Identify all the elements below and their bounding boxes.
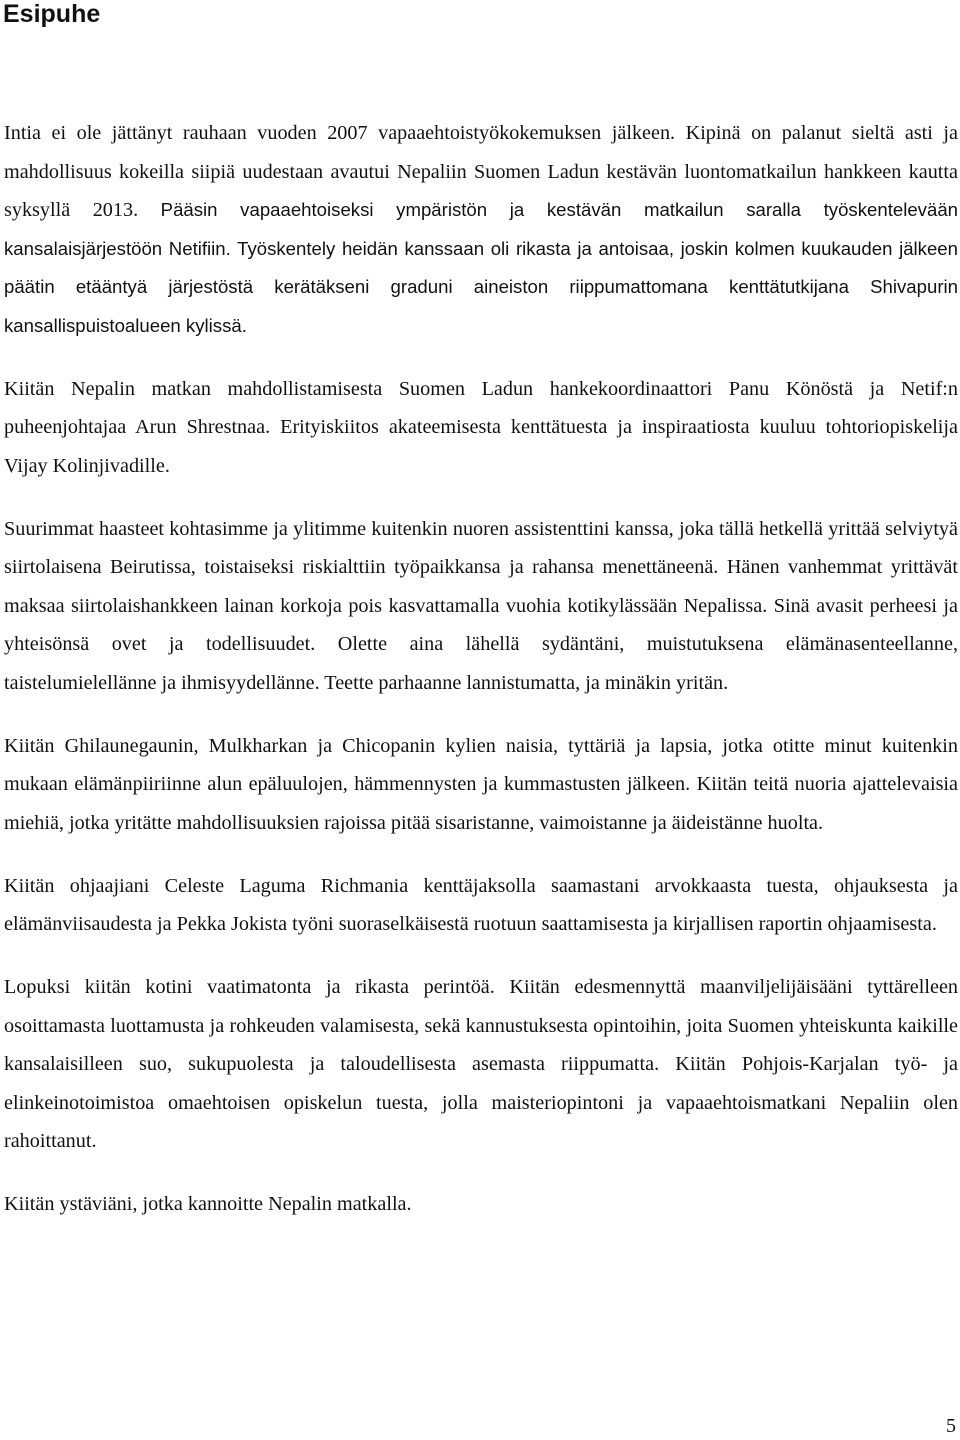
paragraph-text: Suurimmat haasteet kohtasimme ja ylitimme kuitenkin nuoren assistenttini kanssa, joka tällä hetkellä yrittää selviytyä siirtolaisena Beirutissa, toistaiseksi riskialttiin työpaikkansa ja rahansa menettäneenä. Hänen vanhemmat yrittävät maksaa siirtolaishankkeen lainan korkoja pois kasvattamalla vuohia kotikylässään Nepalissa. Sinä avasit perheesi ja yhteisönsä ovet ja todellisuudet. Olette aina lähellä sydäntäni, muistutuksena elämänasenteellanne, taistelumielellänne ja ihmisyydellänne. Teette parhaanne lannistumatta, ja minäkin yritän. bbox=[4, 517, 958, 694]
paragraph-text-sans: Pääsin vapaaehtoiseksi ympäristön ja kestävän matkailun saralla työskentelevään kansalaisjärjestöön Netifiin. Työskentely heidän kanssaan oli rikasta ja antoisaa, joskin kolmen kuukauden jälkeen päätin etääntyä järjestöstä kerätäkseni graduni aineiston riippumattomana kenttätutkijana Shivapurin kansallispuistoalueen kylissä. bbox=[4, 199, 958, 336]
paragraph-text: Kiitän ystäviäni, jotka kannoitte Nepalin matkalla. bbox=[4, 1193, 412, 1215]
paragraph bbox=[4, 370, 958, 486]
paragraph bbox=[4, 114, 958, 345]
preface-body bbox=[4, 114, 958, 1248]
paragraph-text: Kiitän Nepalin matkan mahdollistamisesta Suomen Ladun hankekoordinaattori Panu Könöstä ja Netif:n puheenjohtajaa Arun Shrestnaa. Erityiskiitos akateemisesta kenttätuesta ja inspiraatiosta kuuluu tohtoriopiskelija Vijay Kolinjivadille. bbox=[4, 377, 958, 477]
paragraph bbox=[4, 867, 958, 944]
paragraph-text: Lopuksi kiitän kotini vaatimatonta ja rikasta perintöä. Kiitän edesmennyttä maanviljelijäisääni tyttärelleen osoittamasta luottamusta ja rohkeuden valamisesta, sekä kannustuksesta opintoihin, joita Suomen yhteiskunta kaikille kansalaisilleen suo, sukupuolesta ja taloudellisesta asemasta riippumatta. Kiitän Pohjois-Karjalan työ- ja elinkeinotoimistoa omaehtoisen opiskelun tuesta, jolla maisteriopintoni ja vapaaehtoismatkani Nepaliin olen rahoittanut. bbox=[4, 976, 958, 1152]
paragraph-text: Intia ei ole jättänyt rauhaan vuoden 2007 vapaaehtoistyökokemuksen jälkeen. Kipinä on palanut sieltä asti ja mahdollisuus kokeilla siipiä uudestaan avautui Nepaliin Suomen Ladun kestävän luontomatkailun hankkeen kautta syksyllä 2013. bbox=[4, 122, 958, 221]
paragraph bbox=[4, 968, 958, 1161]
paragraph bbox=[4, 727, 958, 843]
paragraph-text: Kiitän ohjaajiani Celeste Laguma Richmania kenttäjaksolla saamastani arvokkaasta tuesta, ohjauksesta ja elämänviisaudesta ja Pekka Jokista työni suoraselkäisestä ruotuun saattamisesta ja kirjallisen raportin ohjaamisesta. bbox=[4, 874, 958, 935]
page-number: 5 bbox=[946, 1415, 956, 1437]
paragraph bbox=[4, 510, 958, 703]
page-heading: Esipuhe bbox=[3, 0, 101, 28]
paragraph-text: Kiitän Ghilaunegaunin, Mulkharkan ja Chicopanin kylien naisia, tyttäriä ja lapsia, jotka otitte minut kuitenkin mukaan elämänpiiriinne alun epäluulojen, hämmennysten ja kummastusten jälkeen. Kiitän teitä nuoria ajattelevaisia miehiä, jotka yritätte mahdollisuuksien rajoissa pitää sisaristanne, vaimoistanne ja äideistänne huolta. bbox=[4, 734, 958, 834]
paragraph bbox=[4, 1185, 958, 1224]
